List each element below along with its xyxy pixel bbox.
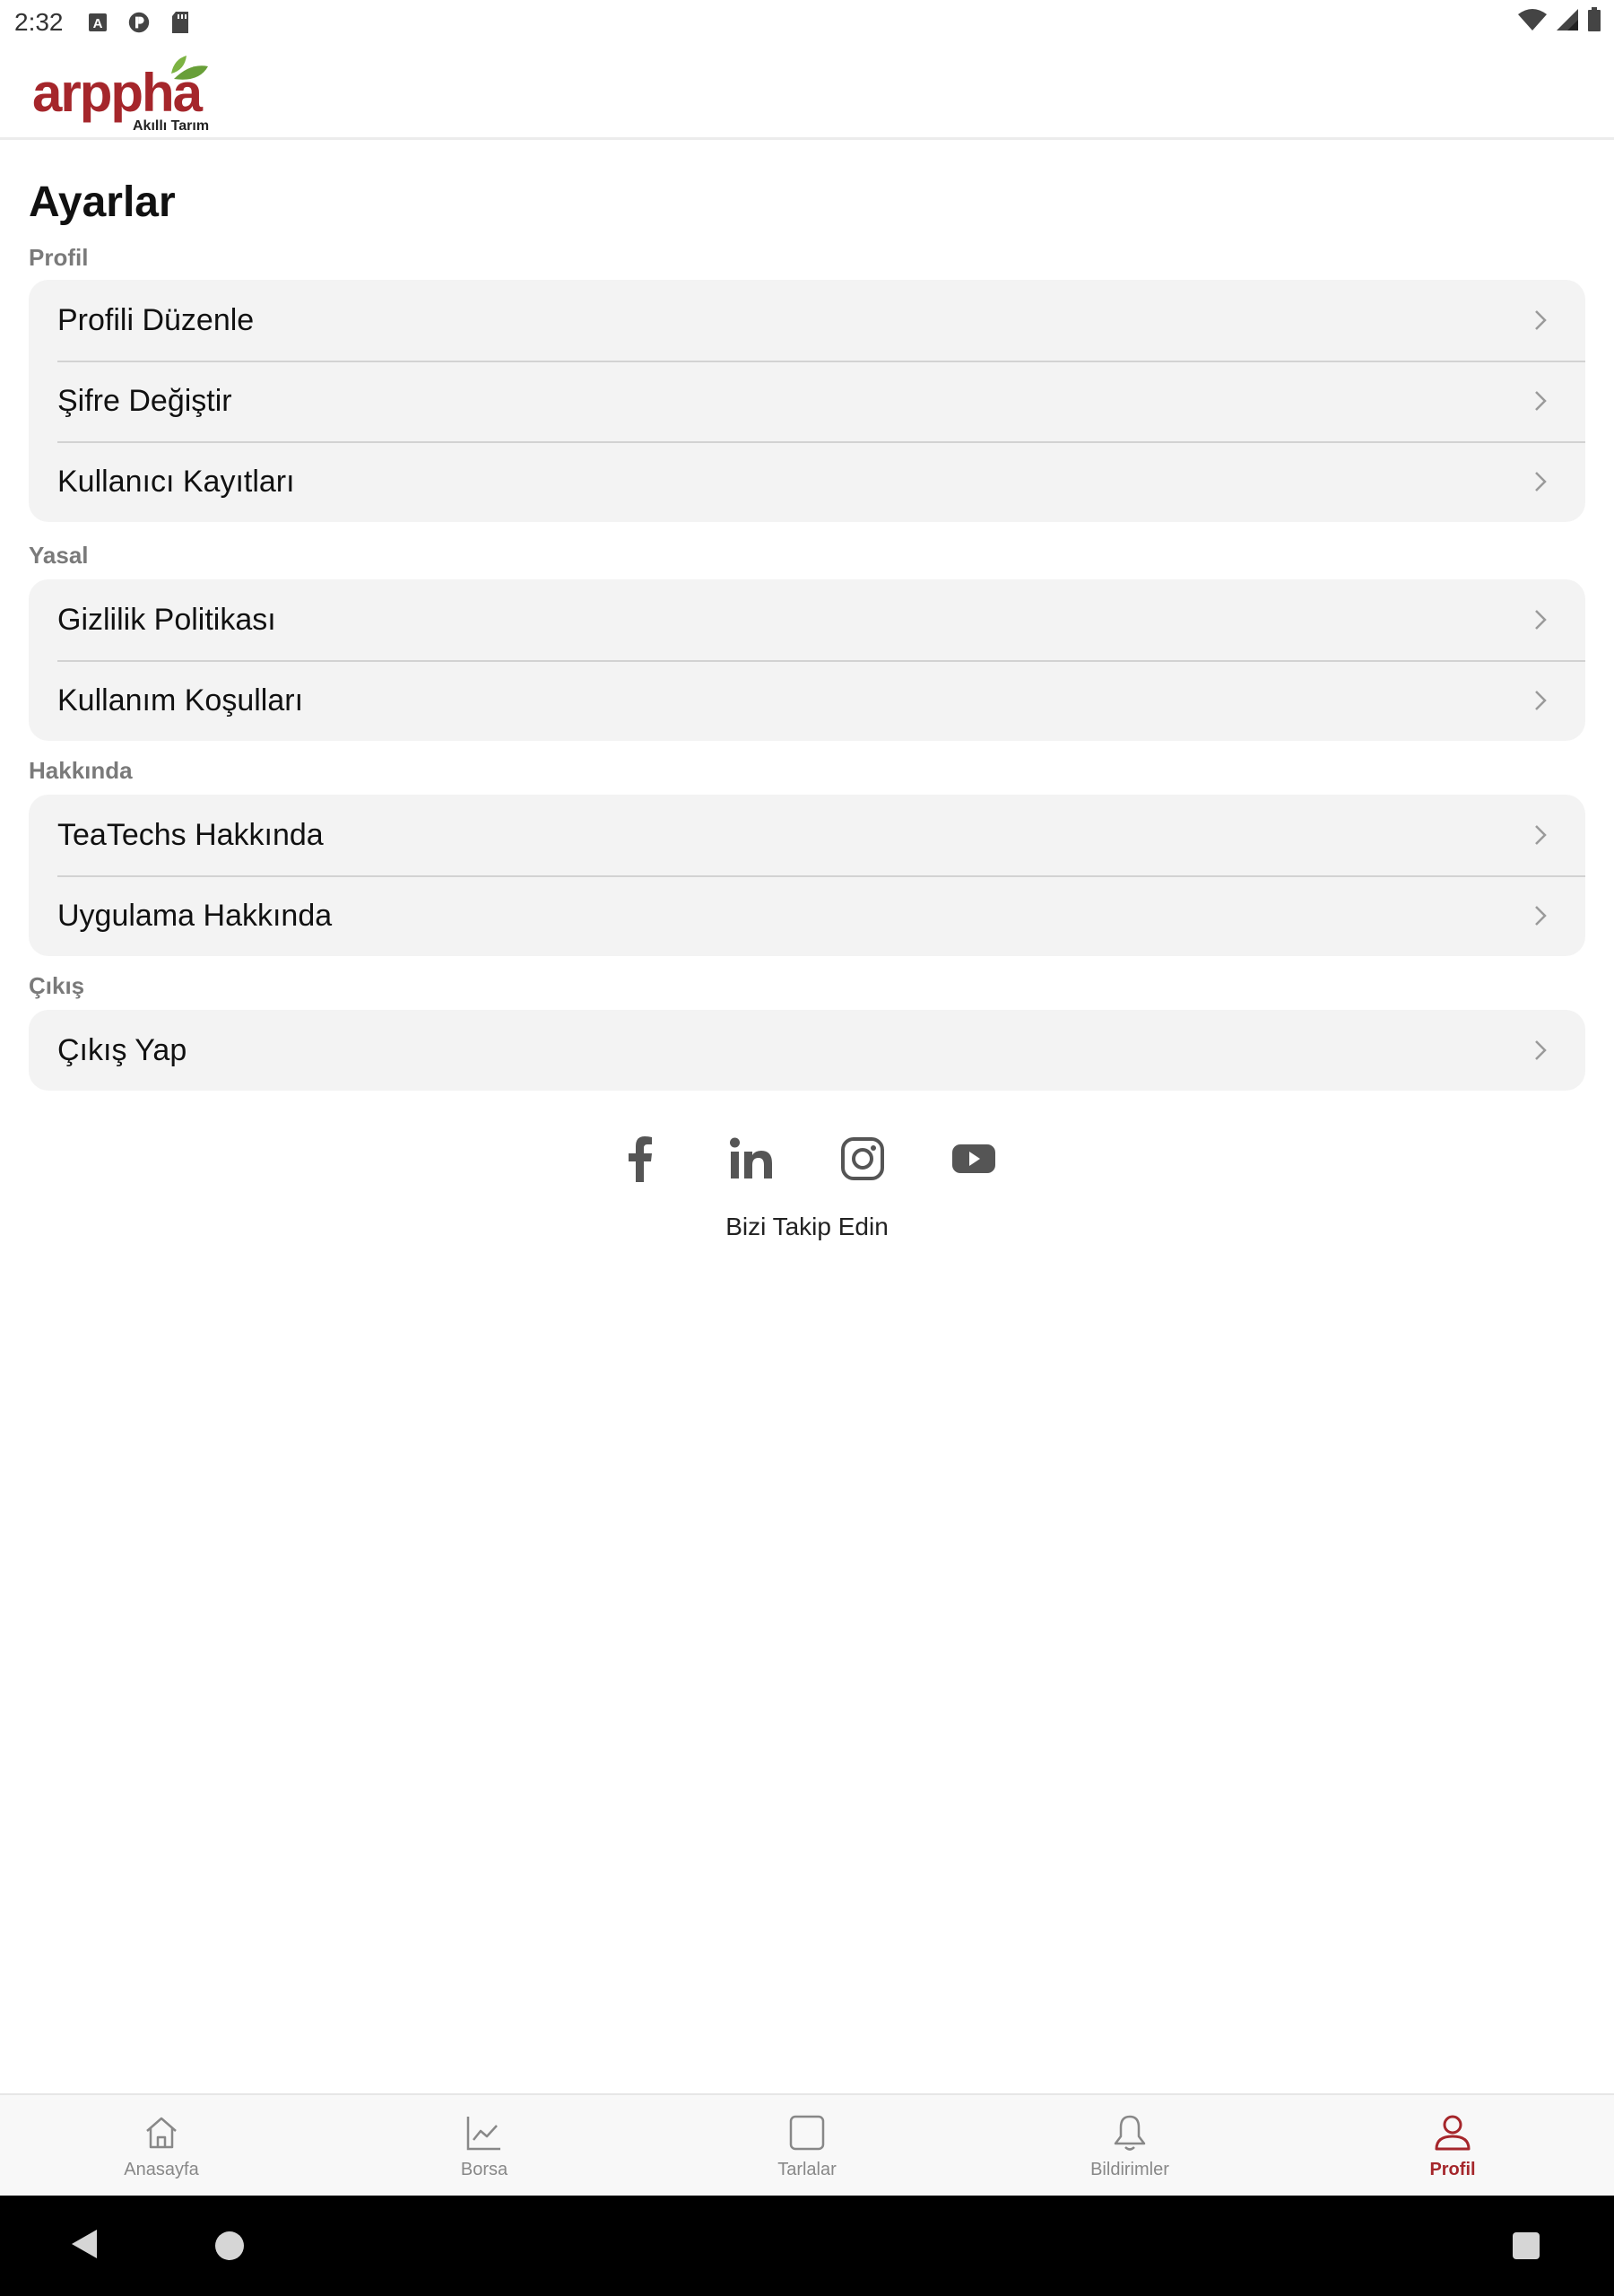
section-title-yasal: Yasal: [29, 542, 89, 569]
settings-item-label: TeaTechs Hakkında: [57, 817, 324, 852]
battery-icon: [1587, 7, 1601, 37]
follow-us-text: Bizi Takip Edin: [725, 1213, 889, 1240]
settings-item-label: Kullanıcı Kayıtları: [57, 464, 295, 499]
tab-label: Bildirimler: [1090, 2159, 1169, 2179]
status-time: 2:32: [14, 8, 64, 36]
tab-label: Tarlalar: [777, 2159, 837, 2179]
svg-text:arppha: arppha: [32, 63, 202, 123]
youtube-icon[interactable]: [947, 1132, 1001, 1186]
svg-text:A: A: [92, 16, 102, 31]
home-icon: [142, 2113, 181, 2152]
p-app-icon: [128, 12, 150, 33]
logout-button[interactable]: [29, 1010, 1585, 1091]
settings-content: [29, 140, 1585, 1091]
settings-group-profil: [29, 280, 1585, 522]
settings-item-teatechs-hakkinda[interactable]: [29, 795, 1585, 875]
social-links: [0, 1132, 1614, 1186]
page-title: Ayarlar: [29, 178, 176, 226]
chevron-right-icon: [1528, 903, 1553, 928]
app-header: [0, 45, 1614, 140]
settings-item-kullanici-kayitlari[interactable]: [29, 441, 1585, 522]
tab-label: Profil: [1429, 2159, 1476, 2179]
tab-tarlalar[interactable]: [699, 2095, 915, 2197]
tab-label: Borsa: [460, 2159, 508, 2179]
recent-apps-icon[interactable]: [1513, 2232, 1540, 2259]
tab-anasayfa[interactable]: [54, 2095, 269, 2197]
signal-icon: [1555, 8, 1580, 36]
settings-group-hakkinda: [29, 795, 1585, 956]
settings-item-gizlilik-politikasi[interactable]: [29, 579, 1585, 660]
section-title-hakkinda: Hakkında: [29, 757, 133, 784]
square-icon: [787, 2113, 827, 2152]
settings-item-label: Şifre Değiştir: [57, 383, 232, 418]
keyboard-a-icon: [87, 12, 108, 33]
bottom-tab-bar: [0, 2093, 1614, 2196]
tab-label: Anasayfa: [124, 2159, 199, 2179]
settings-item-label: Profili Düzenle: [57, 302, 255, 337]
settings-item-label: Kullanım Koşulları: [57, 683, 304, 718]
chevron-right-icon: [1528, 688, 1553, 713]
settings-item-uygulama-hakkinda[interactable]: [29, 875, 1585, 956]
status-bar: [0, 0, 1614, 45]
linkedin-icon[interactable]: [725, 1132, 778, 1186]
facebook-icon[interactable]: [613, 1132, 667, 1186]
app-logo[interactable]: [32, 54, 230, 135]
wifi-icon: [1517, 8, 1548, 36]
chart-icon: [464, 2113, 504, 2152]
chevron-right-icon: [1528, 822, 1553, 848]
instagram-icon[interactable]: [836, 1132, 889, 1186]
bell-icon: [1110, 2113, 1150, 2152]
tab-profil[interactable]: [1345, 2095, 1560, 2197]
chevron-right-icon: [1528, 607, 1553, 632]
settings-group-cikis: [29, 1010, 1585, 1091]
system-nav-bar: [0, 2196, 1614, 2296]
chevron-right-icon: [1528, 308, 1553, 333]
chevron-right-icon: [1528, 1038, 1553, 1063]
settings-item-label: Gizlilik Politikası: [57, 602, 276, 637]
settings-item-kullanim-kosullari[interactable]: [29, 660, 1585, 741]
tab-borsa[interactable]: [377, 2095, 592, 2197]
chevron-right-icon: [1528, 469, 1553, 494]
settings-item-sifre-degistir[interactable]: [29, 361, 1585, 441]
settings-item-profili-duzenle[interactable]: [29, 280, 1585, 361]
tab-bildirimler[interactable]: [1022, 2095, 1237, 2197]
settings-item-label: Çıkış Yap: [57, 1032, 187, 1067]
back-icon[interactable]: [70, 2228, 99, 2260]
user-icon: [1433, 2113, 1472, 2152]
chevron-right-icon: [1528, 388, 1553, 413]
settings-item-label: Uygulama Hakkında: [57, 898, 333, 933]
section-title-profil: Profil: [29, 244, 89, 271]
settings-group-yasal: [29, 579, 1585, 741]
section-title-cikis: Çıkış: [29, 972, 85, 999]
svg-text:Akıllı Tarım: Akıllı Tarım: [133, 118, 210, 134]
home-circle-icon[interactable]: [215, 2231, 244, 2260]
sd-card-icon: [169, 12, 191, 33]
